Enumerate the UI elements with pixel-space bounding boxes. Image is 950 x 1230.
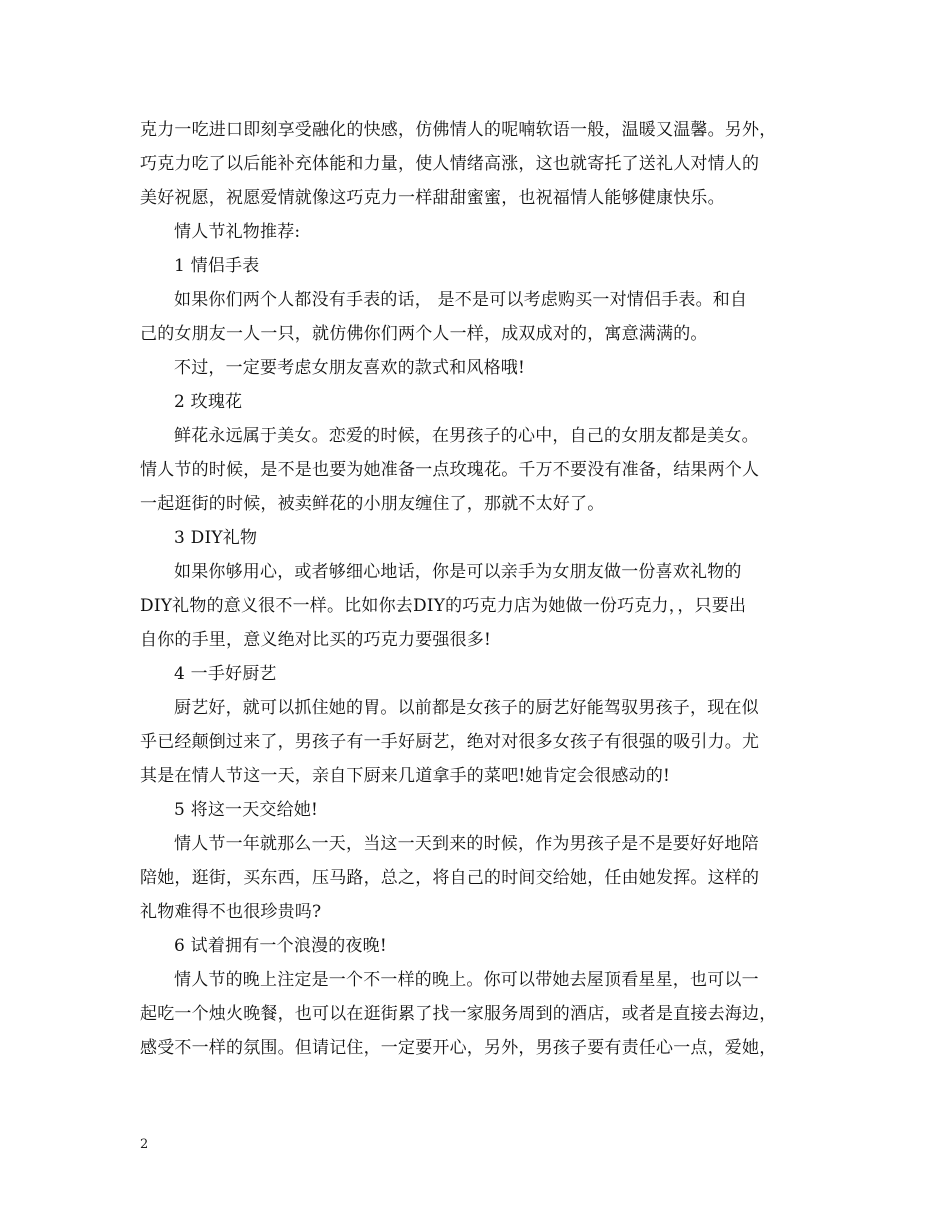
text-line: 1 情侣手表 [174,256,260,276]
text-line: 自你的手里，意义绝对比买的巧克力要强很多! [140,630,492,650]
text-line: 3 DIY礼物 [174,528,258,548]
text-line: 起吃一个烛火晚餐，也可以在逛街累了找一家服务周到的酒店，或者是直接去海边， [140,1004,777,1024]
text-line: 厨艺好，就可以抓住她的胃。以前都是女孩子的厨艺好能驾驭男孩子，现在似 [174,698,759,718]
text-line: 感受不一样的氛围。但请记住，一定要开心，另外，男孩子要有责任心一点，爱她， [140,1038,777,1058]
text-line: 其是在情人节这一天，亲自下厨来几道拿手的菜吧!她肯定会很感动的! [140,766,671,786]
text-line: 乎已经颠倒过来了，男孩子有一手好厨艺，绝对对很多女孩子有很强的吸引力。尤 [140,732,760,752]
text-line: 礼物难得不也很珍贵吗? [140,902,322,922]
text-line: 己的女朋友一人一只，就仿佛你们两个人一样，成双成对的，寓意满满的。 [140,324,708,344]
text-line: 情人节一年就那么一天，当这一天到来的时候，作为男孩子是不是要好好地陪 [174,834,759,854]
text-line: 不过，一定要考虑女朋友喜欢的款式和风格哦! [174,358,526,378]
page-number: 2 [140,1137,149,1152]
text-line: 陪她，逛街，买东西，压马路，总之，将自己的时间交给她，任由她发挥。这样的 [140,868,760,888]
text-line: 巧克力吃了以后能补充体能和力量，使人情绪高涨，这也就寄托了送礼人对情人的 [140,154,760,174]
text-line: 鲜花永远属于美女。恋爱的时候，在男孩子的心中，自己的女朋友都是美女。 [174,426,759,446]
text-line: 如果你够用心，或者够细心地话，你是可以亲手为女朋友做一份喜欢礼物的 [174,562,742,582]
text-line: 情人节的晚上注定是一个不一样的晚上。你可以带她去屋顶看星星，也可以一 [174,970,759,990]
text-line: 情人节的时候，是不是也要为她准备一点玫瑰花。千万不要没有准备，结果两个人 [140,460,760,480]
text-line: 5 将这一天交给她! [174,800,319,820]
text-line: 6 试着拥有一个浪漫的夜晚! [174,936,387,956]
document-body [140,113,820,1065]
text-line: DIY礼物的意义很不一样。比如你去DIY的巧克力店为她做一份巧克力，，只要出 [140,596,747,616]
text-line: 2 玫瑰花 [174,392,243,412]
text-line: 情人节礼物推荐: [174,222,301,242]
text-line: 如果你们两个人都没有手表的话， 是不是可以考虑购买一对情侣手表。和自 [174,290,748,310]
text-line: 一起逛街的时候，被卖鲜花的小朋友缠住了，那就不太好了。 [140,494,605,514]
text-line: 4 一手好厨艺 [174,664,277,684]
text-line: 克力一吃进口即刻享受融化的快感，仿佛情人的呢喃软语一般，温暖又温馨。另外， [140,120,777,140]
text-line: 美好祝愿，祝愿爱情就像这巧克力一样甜甜蜜蜜，也祝福情人能够健康快乐。 [140,188,725,208]
